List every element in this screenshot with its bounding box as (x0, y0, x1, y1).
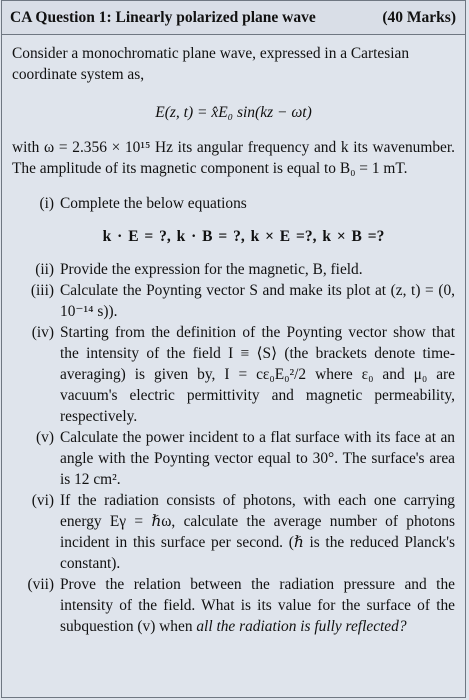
subquestion-i (12, 193, 455, 214)
subquestion-v (12, 427, 455, 490)
subquestion-vi (12, 490, 455, 574)
question-body (2, 35, 465, 637)
subquestion-text (60, 574, 455, 637)
subquestion-number: (iv) (31, 324, 54, 341)
subquestion-text: Calculate the Poynting vector S and make its plot at (z, t) = (0, 10⁻¹⁴ s)). (60, 282, 455, 320)
subquestion-iv (12, 322, 455, 427)
subquestion-number: (iii) (30, 282, 54, 299)
field-equation: E(z, t) = x̂E₀ sin(kz − ωt) (155, 104, 312, 121)
subquestion-text: Provide the expression for the magnetic, B, field. (60, 261, 363, 278)
dot-cross-equations: k · E = ?, k · B = ?, k × E =?, k × B =? (102, 228, 385, 245)
subquestion-text-emphasis: all the radiation is fully reflected? (196, 618, 407, 635)
subquestion-number: (v) (36, 429, 54, 446)
subquestion-vii (12, 574, 455, 637)
subquestion-number: (vi) (31, 492, 54, 509)
description-text: with ω = 2.356 × 10¹⁵ Hz its angular frequency and k its wavenumber. The amplitude of its magnetic component is equal to B₀ = 1 mT. (12, 139, 455, 177)
subquestion-text: If the radiation consists of photons, with each one carrying energy Eγ = ℏω, calculate the average number of photons incident in this surface per second. (ℏ is the reduced Planck's constant). (60, 492, 455, 572)
question-title: CA Question 1: Linearly polarized plane wave (10, 8, 316, 26)
subquestion-text: Starting from the definition of the Poynting vector show that the intensity of the field I ≡ ⟨S⟩ (the brackets denote time-averaging) is given by, I = cε₀E₀²/2 where ε₀ and μ₀ are vacuum's electric permittivity and magnetic permeability, respectively. (60, 324, 455, 425)
subquestion-text: Complete the below equations (60, 195, 247, 212)
intro-text: Consider a monochromatic plane wave, expressed in a Cartesian coordinate system as, (12, 45, 410, 83)
subquestion-ii (12, 259, 455, 280)
subquestion-iii (12, 280, 455, 322)
subquestion-number: (ii) (35, 261, 54, 278)
subquestion-text: Calculate the power incident to a flat surface with its face at an angle with the Poynting vector equal to 30°. The surface's area is 12 cm². (60, 429, 455, 488)
question-box (1, 0, 466, 698)
question-header (2, 1, 465, 35)
subquestion-text-main: Prove the relation between the radiation pressure and the intensity of the field. What is its value for the surface of the subquestion (v) when (60, 576, 455, 635)
question-marks: (40 Marks) (382, 8, 456, 26)
subquestion-number: (i) (39, 195, 54, 212)
subquestion-number: (vii) (27, 576, 54, 593)
